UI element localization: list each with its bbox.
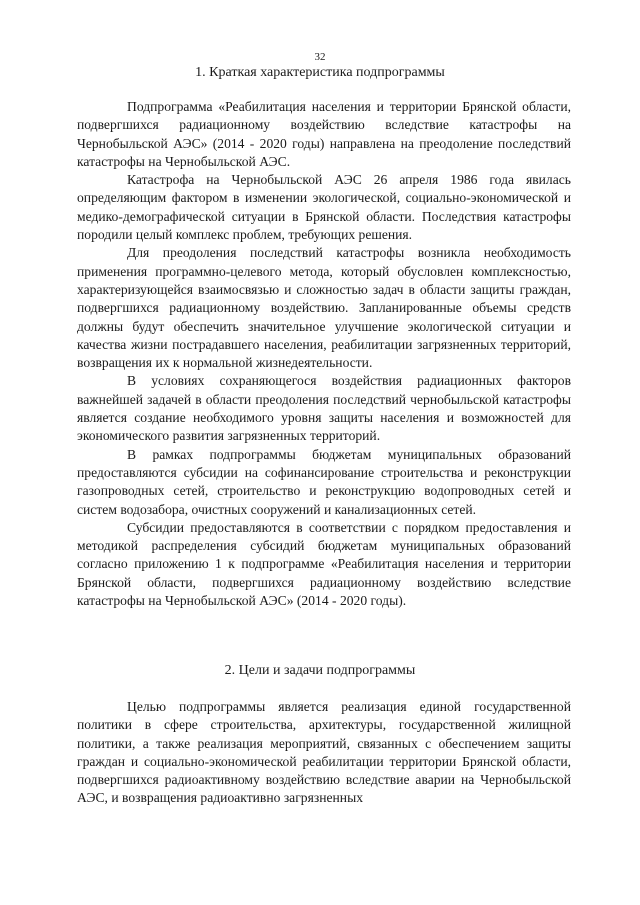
paragraph: Для преодоления последствий катастрофы возникла необходимость применения программно-целевого метода, который обусловлен комплексностью, характеризующейся взаимосвязью и сложностью задач в области защиты граждан, подвергшихся радиационному воздействию. Запланированные объемы средств должны будут обеспечить значительное улучшение экологической ситуации и качества жизни пострадавшего населения, реабилитации загрязненных территорий, возвращения их к нормальной жизнедеятельности. xyxy=(77,245,571,371)
paragraph: Субсидии предоставляются в соответствии с порядком предоставления и методикой распределения субсидий бюджетам муниципальных образований согласно приложению 1 к подпрограмме «Реабилитация населения и территории Брянской области, подвергшихся радиационному воздействию вследствие катастрофы на Чернобыльской АЭС» (2014 - 2020 годы). xyxy=(77,519,571,609)
section-heading-1: 1. Краткая характеристика подпрограммы xyxy=(195,65,445,80)
section-1-body xyxy=(77,98,571,610)
paragraph: Подпрограмма «Реабилитация населения и территории Брянской области, подвергшихся радиационному воздействию вследствие катастрофы на Чернобыльской АЭС» (2014 - 2020 годы) направлена на преодоление последствий катастрофы на Чернобыльской АЭС. xyxy=(77,99,571,169)
paragraph: Катастрофа на Чернобыльской АЭС 26 апреля 1986 года явилась определяющим фактором в изменении экологической, социально-экономической и медико-демографической ситуации в Брянской области. Последствия катастрофы породили целый комплекс проблем, требующих решения. xyxy=(77,172,571,243)
section-2-body xyxy=(77,698,571,808)
section-heading-2: 2. Цели и задачи подпрограммы xyxy=(224,663,416,678)
paragraph: Целью подпрограммы является реализация единой государственной политики в сфере строительства, архитектуры, государственной жилищной политики, а также реализация мероприятий, связанных с обеспечением защиты граждан и социально-экономической реабилитации территории Брянской области, подвергшихся радиоактивному воздействию вследствие аварии на Чернобыльской АЭС, и возвращения радиоактивно загрязненных xyxy=(77,699,571,806)
paragraph: В условиях сохраняющегося воздействия радиационных факторов важнейшей задачей в области преодоления последствий чернобыльской катастрофы является создание необходимого уровня защиты населения и возможностей для экономического развития загрязненных территорий. xyxy=(77,373,571,444)
paragraph: В рамках подпрограммы бюджетам муниципальных образований предоставляются субсидии на софинансирование строительства и реконструкции газопроводных сетей, строительство и реконструкцию водопроводных сетей и систем водозабора, очистных сооружений и канализационных сетей. xyxy=(77,446,571,517)
page-number: 32 xyxy=(314,51,326,63)
